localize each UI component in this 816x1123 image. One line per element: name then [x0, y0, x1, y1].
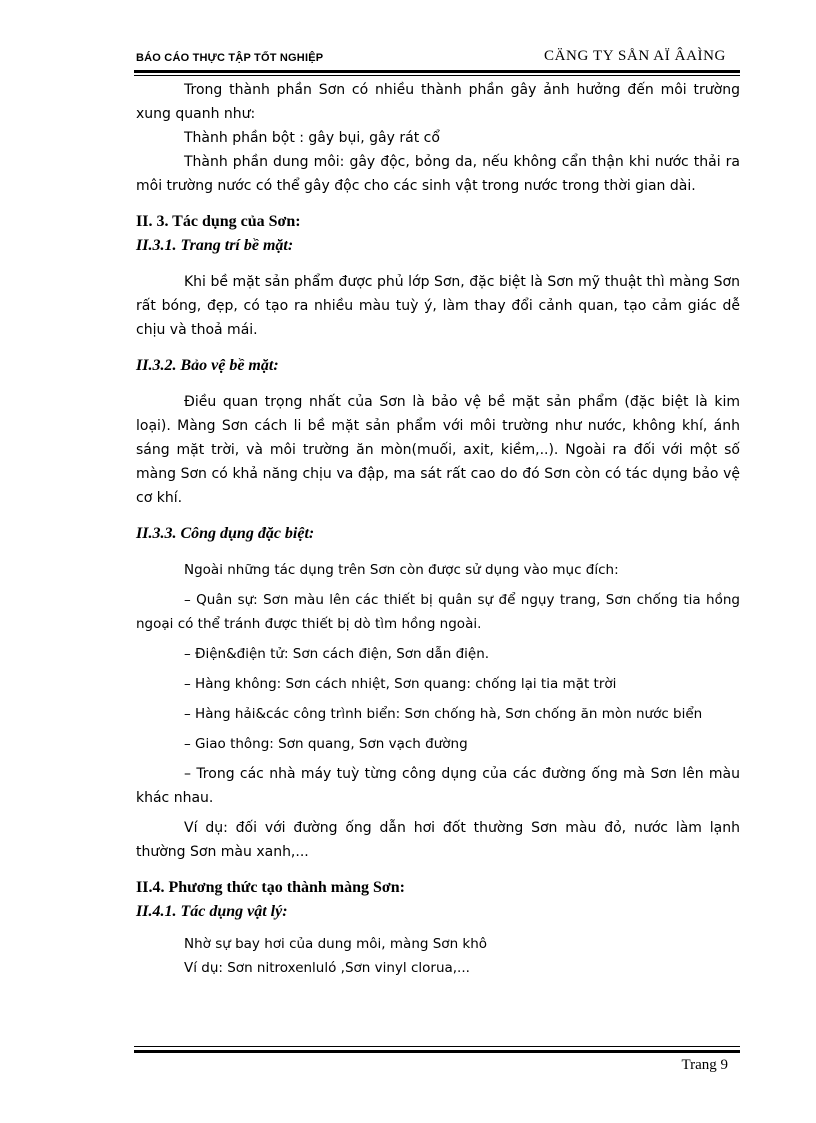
list-item: – Hàng hải&các công trình biển: Sơn chống hà, Sơn chống ăn mòn nước biển: [184, 706, 703, 722]
list-item: – Điện&điện tử: Sơn cách điện, Sơn dẫn điện.: [184, 646, 490, 662]
paragraph: Điều quan trọng nhất của Sơn là bảo vệ bề mặt sản phẩm (đặc biệt là kim loại). Màng Sơn cách li bề mặt sản phẩm với môi trường như nước, không khí, ánh sáng mặt trời, và môi trường ăn mòn(muối, axit, kiềm,..). Ngoài ra đối với một số màng Sơn có khả năng chịu va đập, ma sát rất cao do đó Sơn còn có tác dụng bảo vệ cơ khí.: [136, 394, 740, 506]
paragraph: Ví dụ: Sơn nitroxenluló ,Sơn vinyl clorua,...: [184, 960, 470, 976]
subsection-heading-ii41: II.4.1. Tác dụng vật lý:: [136, 903, 288, 920]
footer-rule-thin: [134, 1046, 740, 1047]
header-rule-thin: [134, 75, 740, 76]
paragraph: Thành phần dung môi: gây độc, bỏng da, nếu không cẩn thận khi nước thải ra môi trường nước có thể gây độc cho các sinh vật trong nước trong thời gian dài.: [136, 154, 740, 194]
paragraph: Nhờ sự bay hơi của dung môi, màng Sơn khô: [184, 936, 488, 952]
list-item: – Giao thông: Sơn quang, Sơn vạch đường: [184, 736, 468, 752]
section-heading-ii4: II.4. Phương thức tạo thành màng Sơn:: [136, 879, 405, 896]
paragraph: Trong thành phần Sơn có nhiều thành phần gây ảnh hưởng đến môi trường xung quanh như:: [136, 82, 740, 122]
page-body: [136, 78, 740, 980]
header-report-title: BÁO CÁO THỰC TẬP TỐT NGHIỆP: [136, 52, 324, 64]
subsection-heading-ii32: II.3.2. Bảo vệ bề mặt:: [136, 357, 279, 374]
list-item: – Trong các nhà máy tuỳ từng công dụng của các đường ống mà Sơn lên màu khác nhau.: [136, 766, 740, 806]
header-rule-thick: [134, 70, 740, 73]
paragraph: Ví dụ: đối với đường ống dẫn hơi đốt thường Sơn màu đỏ, nước làm lạnh thường Sơn màu xanh,...: [136, 820, 740, 860]
page-number: Trang 9: [681, 1057, 728, 1073]
list-item: – Quân sự: Sơn màu lên các thiết bị quân sự để ngụy trang, Sơn chống tia hồng ngoại có thể tránh được thiết bị dò tìm hồng ngoài.: [136, 592, 740, 632]
subsection-heading-ii33: II.3.3. Công dụng đặc biệt:: [136, 525, 315, 542]
paragraph: Thành phần bột : gây bụi, gây rát cổ: [184, 130, 440, 146]
paragraph: Ngoài những tác dụng trên Sơn còn được sử dụng vào mục đích:: [184, 562, 619, 578]
header-company-name: CÄNG TY SÅN AÏ ÂAÌNG: [543, 48, 726, 64]
list-item: – Hàng không: Sơn cách nhiệt, Sơn quang: chống lại tia mặt trời: [184, 676, 617, 692]
paragraph: Khi bề mặt sản phẩm được phủ lớp Sơn, đặc biệt là Sơn mỹ thuật thì màng Sơn rất bóng, đẹp, có tạo ra nhiều màu tuỳ ý, làm thay đổi cảnh quan, tạo cảm giác dễ chịu và thoả mái.: [136, 274, 740, 338]
section-heading-ii3: II. 3. Tác dụng của Sơn:: [136, 213, 301, 230]
footer-rule-thick: [134, 1050, 740, 1053]
subsection-heading-ii31: II.3.1. Trang trí bề mặt:: [136, 237, 294, 254]
